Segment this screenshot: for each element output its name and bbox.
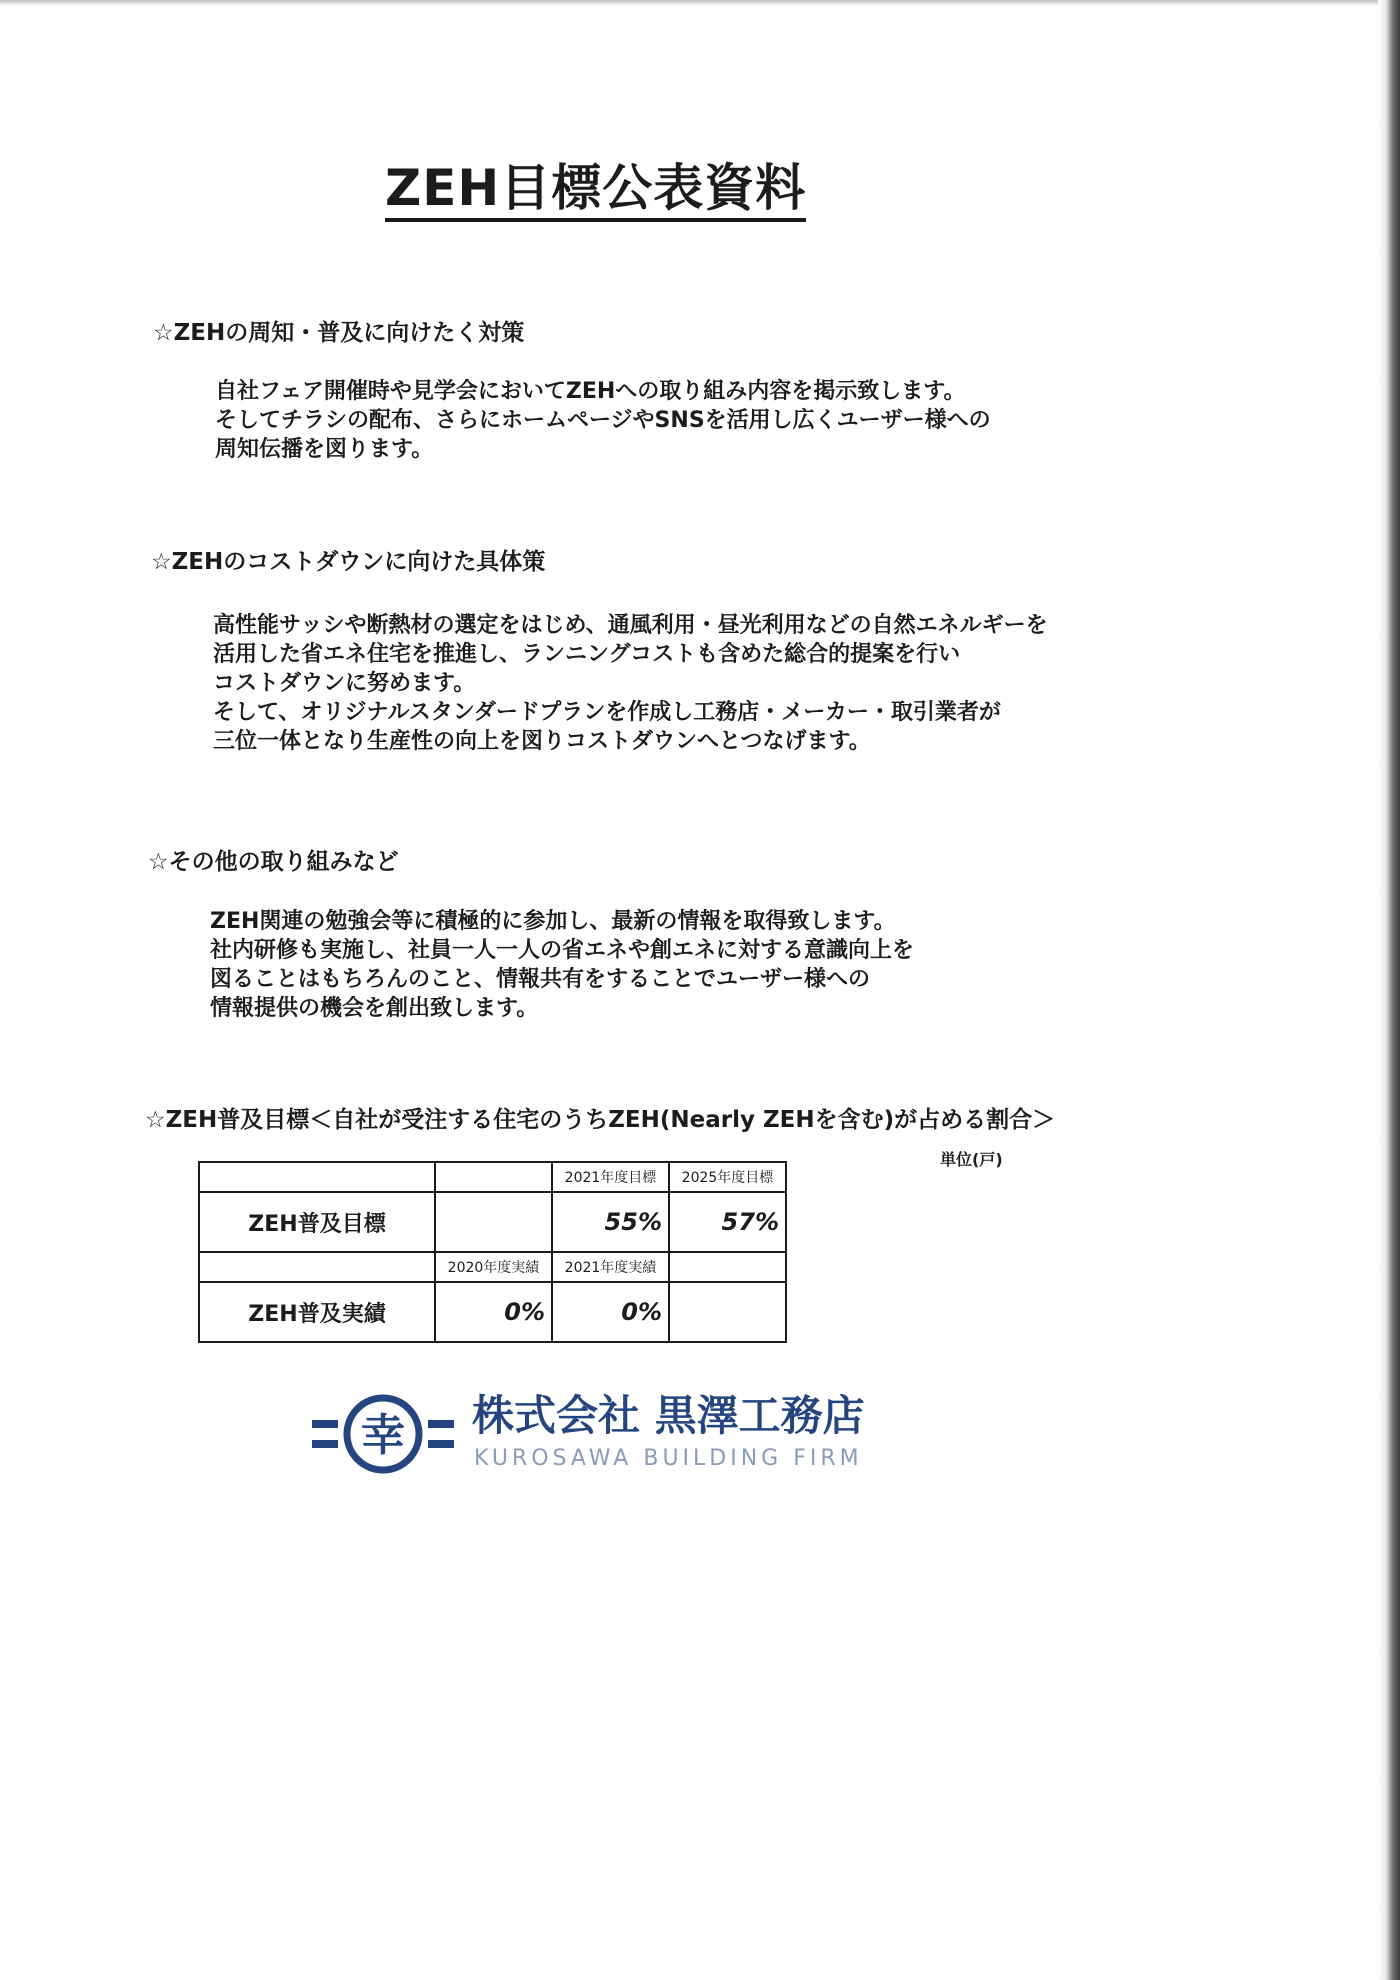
table-row <box>199 1282 786 1342</box>
body-line: 活用した省エネ住宅を推進し、ランニングコストも含めた総合的提案を行い <box>213 642 961 667</box>
table-header-cell <box>435 1162 552 1192</box>
section-heading-other: ☆その他の取り組みなど <box>148 849 399 875</box>
page-title: ZEH目標公表資料 <box>385 158 806 222</box>
section-heading-targets: ☆ZEH普及目標＜自社が受注する住宅のうちZEH(Nearly ZEHを含む)が占める割合＞ <box>145 1107 1056 1133</box>
section-heading-cost-down: ☆ZEHのコストダウンに向けた具体策 <box>151 549 546 575</box>
unit-label: 単位(戸) <box>940 1150 1003 1169</box>
table-header-cell: 2021年度実績 <box>552 1252 669 1282</box>
body-line: コストダウンに努めます。 <box>213 671 476 696</box>
table-header-cell <box>669 1252 786 1282</box>
row-label-target: ZEH普及目標 <box>199 1192 435 1252</box>
table-cell: 57% <box>669 1192 786 1252</box>
company-name-jp: 株式会社 黒澤工務店 <box>472 1391 865 1440</box>
table-header-cell: 2020年度実績 <box>435 1252 552 1282</box>
mark-glyph: 幸 <box>361 1410 405 1461</box>
table-row <box>199 1192 786 1252</box>
table-row <box>199 1252 786 1282</box>
body-line: 自社フェア開催時や見学会においてZEHへの取り組み内容を掲示致します。 <box>215 379 966 404</box>
table-cell <box>435 1192 552 1252</box>
company-logo <box>310 1390 930 1480</box>
table-cell: 0% <box>435 1282 552 1342</box>
section-body-awareness <box>215 377 991 464</box>
body-line: ZEH関連の勉強会等に積極的に参加し、最新の情報を取得致します。 <box>210 909 896 934</box>
company-name-en: KUROSAWA BUILDING FIRM <box>474 1446 863 1471</box>
section-heading-awareness: ☆ZEHの周知・普及に向けたく対策 <box>153 320 525 346</box>
table-header-cell <box>199 1252 435 1282</box>
table-cell: 55% <box>552 1192 669 1252</box>
body-line: そして、オリジナルスタンダードプランを作成し工務店・メーカー・取引業者が <box>213 700 1001 725</box>
company-mark-icon <box>310 1394 456 1474</box>
body-line: 高性能サッシや断熱材の選定をはじめ、通風利用・昼光利用などの自然エネルギーを <box>213 613 1048 638</box>
table-cell: 0% <box>552 1282 669 1342</box>
section-body-other <box>210 907 914 1023</box>
body-line: 社内研修も実施し、社員一人一人の省エネや創エネに対する意識向上を <box>210 938 915 963</box>
body-line: 情報提供の機会を創出致します。 <box>210 996 539 1021</box>
body-line: 図ることはもちろんのこと、情報共有をすることでユーザー様への <box>210 967 871 992</box>
scan-edge-right <box>1378 0 1400 1980</box>
scan-edge-top <box>0 0 1400 6</box>
body-line: 三位一体となり生産性の向上を図りコストダウンへとつなげます。 <box>213 729 871 754</box>
body-line: そしてチラシの配布、さらにホームページやSNSを活用し広くユーザー様への <box>215 408 991 433</box>
body-line: 周知伝播を図ります。 <box>215 437 434 462</box>
table-header-cell <box>199 1162 435 1192</box>
table-cell <box>669 1282 786 1342</box>
row-label-actual: ZEH普及実績 <box>199 1282 435 1342</box>
table-header-cell: 2021年度目標 <box>552 1162 669 1192</box>
section-body-cost-down <box>213 611 1048 756</box>
table-row <box>199 1162 786 1192</box>
table-header-cell: 2025年度目標 <box>669 1162 786 1192</box>
zeh-target-table <box>198 1161 787 1343</box>
